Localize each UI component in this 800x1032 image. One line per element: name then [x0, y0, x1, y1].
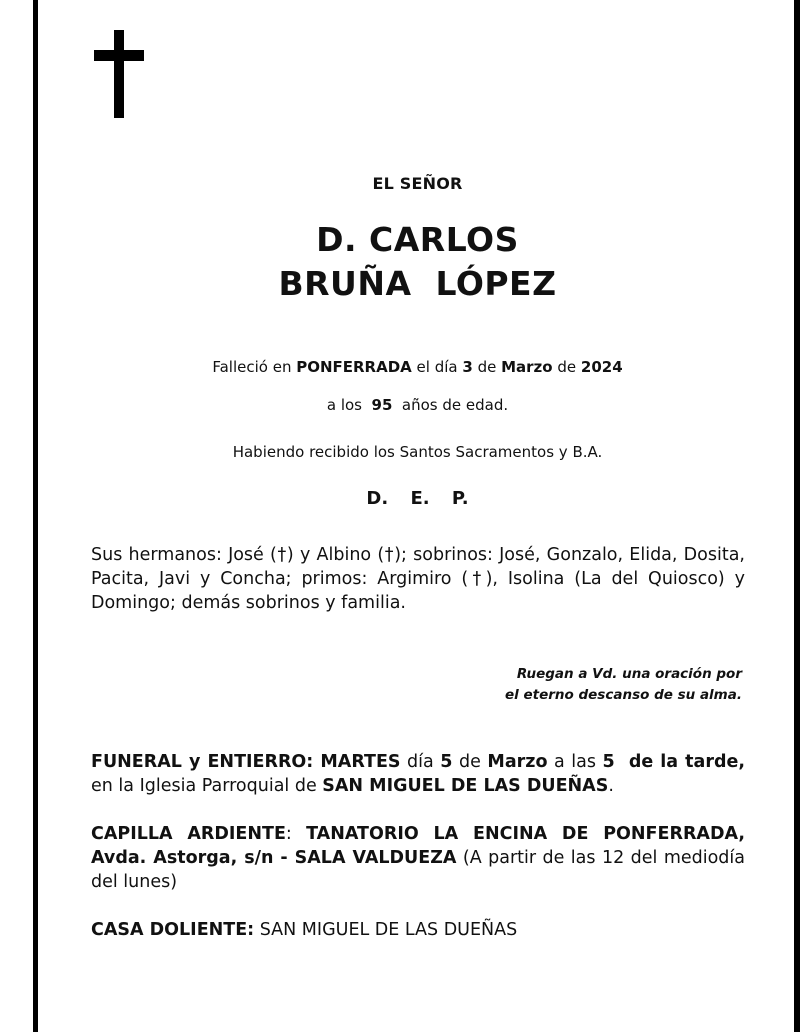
age-suffix: años de edad.: [392, 396, 509, 414]
age-prefix: a los: [326, 396, 372, 414]
died-prefix: Falleció en: [212, 358, 297, 376]
cross-vertical-bar: [114, 30, 124, 118]
death-place: PONFERRADA: [296, 358, 412, 376]
year-prefix: de: [552, 358, 581, 376]
funeral-place-prefix: en la Iglesia Parroquial de: [91, 776, 323, 796]
capilla-note: (A partir de las 12 del mediodía del lunes): [91, 848, 746, 892]
funeral-label: FUNERAL y ENTIERRO: MARTES: [91, 752, 401, 772]
funeral-place-suffix: .: [608, 776, 614, 796]
casa-label: CASA DOLIENTE:: [91, 920, 255, 940]
prayer-line-1: Ruegan a Vd. una oración por: [516, 666, 742, 682]
name-line-1: D. CARLOS: [316, 220, 519, 259]
age-value: 95: [371, 396, 393, 414]
prayer-request: [400, 664, 742, 706]
prayer-line-2: el eterno descanso de su alma.: [505, 687, 742, 703]
age-statement: [40, 396, 795, 414]
sacraments-statement: Habiendo recibido los Santos Sacramentos y B.A.: [232, 443, 603, 461]
funeral-day: 5: [440, 752, 453, 772]
capilla-location: TANATORIO LA ENCINA DE PONFERRADA, Avda. Astorga, s/n - SALA VALDUEZA: [91, 824, 746, 868]
right-border-line: [794, 0, 800, 1032]
capilla-separator: :: [285, 824, 307, 844]
month-prefix: de: [472, 358, 502, 376]
casa-paragraph: [91, 918, 745, 942]
death-month: Marzo: [501, 358, 553, 376]
family-paragraph: Sus hermanos: José (†) y Albino (†); sobrinos: José, Gonzalo, Elida, Dosita, Pacita, Javi y Concha; primos: Argimiro (†), Isolina (La del Quiosco) y Domingo; demás sobrinos y familia.: [91, 545, 745, 613]
funeral-time: 5 de la tarde,: [602, 752, 745, 772]
casa-value: SAN MIGUEL DE LAS DUEÑAS: [254, 920, 518, 940]
funeral-place: SAN MIGUEL DE LAS DUEÑAS: [322, 776, 609, 796]
dep-initials: D. E. P.: [366, 488, 469, 509]
name-line-2: BRUÑA LÓPEZ: [278, 264, 557, 303]
cross-horizontal-bar: [94, 50, 144, 61]
funeral-month: Marzo: [487, 752, 548, 772]
funeral-month-prefix: de: [452, 752, 488, 772]
funeral-paragraph: [91, 750, 745, 798]
honorific-title: EL SEÑOR: [372, 174, 463, 193]
funeral-time-prefix: a las: [547, 752, 603, 772]
death-day: 3: [462, 358, 473, 376]
cross-icon: [94, 30, 146, 118]
death-statement: [40, 358, 795, 376]
capilla-label: CAPILLA ARDIENTE: [91, 824, 286, 844]
deceased-name: [40, 218, 795, 306]
capilla-paragraph: [91, 822, 745, 894]
day-prefix: el día: [411, 358, 463, 376]
left-border-line: [33, 0, 38, 1032]
death-year: 2024: [580, 358, 623, 376]
funeral-day-prefix: día: [400, 752, 441, 772]
